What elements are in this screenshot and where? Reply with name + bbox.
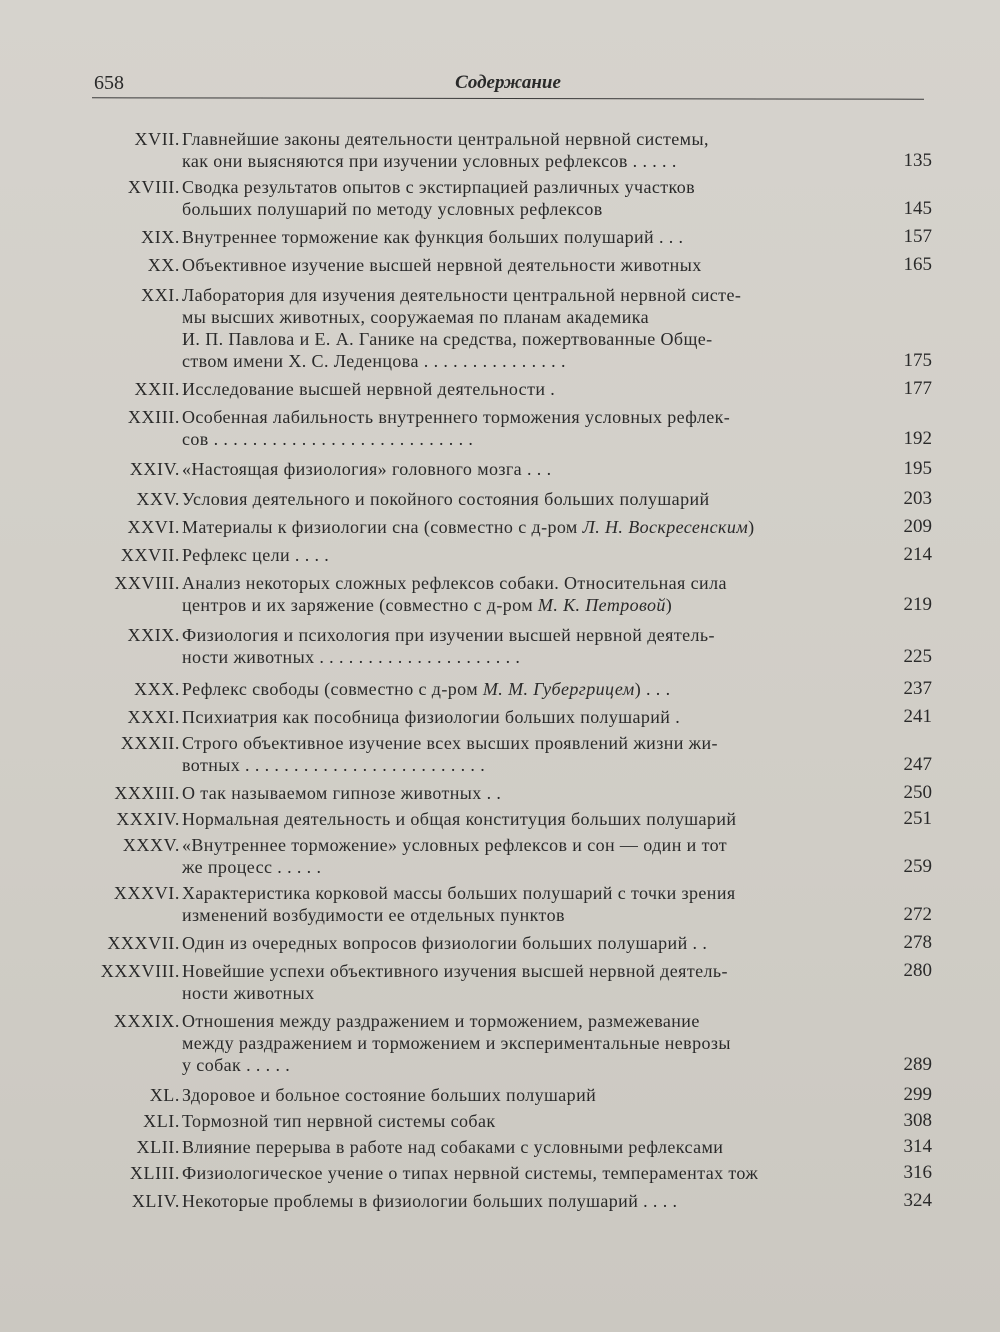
page-reference: 278 xyxy=(903,932,932,953)
toc-entry xyxy=(0,1110,1000,1132)
chapter-numeral: XVIII. xyxy=(127,177,180,197)
toc-entry xyxy=(0,932,1000,954)
toc-entry xyxy=(0,254,1000,276)
table-of-contents xyxy=(0,128,1000,1212)
chapter-numeral: XVII. xyxy=(134,129,180,149)
chapter-numeral: XXIV. xyxy=(129,459,180,479)
chapter-title xyxy=(182,406,860,450)
page-reference: 250 xyxy=(903,782,932,803)
toc-entry xyxy=(0,834,1000,878)
chapter-numeral: XIX. xyxy=(141,227,180,247)
chapter-title xyxy=(182,378,860,400)
page-reference: 209 xyxy=(903,516,932,537)
toc-entry xyxy=(0,960,1000,1004)
chapter-numeral: XXI. xyxy=(141,285,180,305)
chapter-numeral: XXXIV. xyxy=(116,809,180,829)
title-text: ) xyxy=(748,517,755,537)
running-header xyxy=(92,72,924,98)
page-reference: 314 xyxy=(903,1136,932,1157)
chapter-title-line: Сводка результатов опытов с экстирпацией различных участков xyxy=(182,177,696,197)
chapter-title-line: как они выясняются при изучении условных рефлексов . . . . . xyxy=(182,151,677,171)
chapter-title-line: вотных . . . . . . . . . . . . . . . . . . . . . . . . . xyxy=(182,755,486,775)
page-reference: 175 xyxy=(903,350,932,371)
chapter-title xyxy=(182,808,860,830)
toc-entry xyxy=(0,572,1000,616)
chapter-numeral: XXXVI. xyxy=(113,883,180,903)
toc-entry xyxy=(0,378,1000,400)
chapter-numeral: XLIV. xyxy=(131,1191,180,1211)
toc-entry xyxy=(0,226,1000,248)
toc-entry xyxy=(0,706,1000,728)
chapter-title-line: мы высших животных, сооружаемая по планам академика xyxy=(182,307,650,327)
chapter-title-line: Рефлекс цели . . . . xyxy=(182,545,330,565)
page-reference: 280 xyxy=(903,960,932,981)
toc-entry xyxy=(0,406,1000,450)
chapter-title-line: Один из очередных вопросов физиологии больших полушарий . . xyxy=(182,933,708,953)
page-reference: 219 xyxy=(903,594,932,615)
chapter-title xyxy=(182,176,860,220)
toc-entry xyxy=(0,1136,1000,1158)
chapter-title-line: больших полушарий по методу условных рефлексов xyxy=(182,199,603,219)
page-reference: 241 xyxy=(903,706,932,727)
toc-entry xyxy=(0,882,1000,926)
chapter-title xyxy=(182,128,860,172)
chapter-title-line: Тормозной тип нервной системы собак xyxy=(182,1111,496,1131)
page-reference: 316 xyxy=(903,1162,932,1183)
toc-entry xyxy=(0,732,1000,776)
chapter-title-line: Отношения между раздражением и торможением, размежевание xyxy=(182,1011,700,1031)
chapter-numeral: XXXVII. xyxy=(107,933,180,953)
toc-entry xyxy=(0,782,1000,804)
chapter-numeral: XL. xyxy=(149,1085,180,1105)
chapter-numeral: XXXIX. xyxy=(113,1011,180,1031)
chapter-numeral: XLII. xyxy=(136,1137,180,1157)
page-reference: 214 xyxy=(903,544,932,565)
chapter-title-line xyxy=(182,594,860,616)
chapter-title-line: Объективное изучение высшей нервной деятельности животных xyxy=(182,255,702,275)
header-rule xyxy=(92,97,924,99)
chapter-title xyxy=(182,226,860,248)
chapter-title-line: Нормальная деятельность и общая конституция больших полушарий xyxy=(182,809,737,829)
chapter-title-line: Главнейшие законы деятельности центральной нервной системы, xyxy=(182,129,709,149)
chapter-title-line: Новейшие успехи объективного изучения высшей нервной деятель- xyxy=(182,961,728,981)
toc-entry xyxy=(0,624,1000,668)
title-text: Рефлекс свободы (совместно с д-ром xyxy=(182,679,483,699)
chapter-title-line xyxy=(182,678,860,700)
chapter-title-line: изменений возбудимости ее отдельных пунктов xyxy=(182,905,565,925)
chapter-title xyxy=(182,488,860,510)
toc-entry xyxy=(0,458,1000,480)
toc-entry xyxy=(0,488,1000,510)
chapter-title xyxy=(182,1084,860,1106)
chapter-title xyxy=(182,732,860,776)
chapter-title-line: Психиатрия как пособница физиологии больших полушарий . xyxy=(182,707,681,727)
chapter-title-line: Лаборатория для изучения деятельности центральной нервной систе- xyxy=(182,285,742,305)
chapter-numeral: XLI. xyxy=(143,1111,180,1131)
page-reference: 259 xyxy=(903,856,932,877)
chapter-numeral: XLIII. xyxy=(129,1163,180,1183)
chapter-title xyxy=(182,1190,860,1212)
title-text: ) . . . xyxy=(634,679,671,699)
toc-entry xyxy=(0,284,1000,372)
chapter-title xyxy=(182,254,860,276)
chapter-title-line: Характеристика корковой массы больших полушарий с точки зрения xyxy=(182,883,736,903)
chapter-title-line: Особенная лабильность внутреннего торможения условных рефлек- xyxy=(182,407,731,427)
page-reference: 165 xyxy=(903,254,932,275)
page-reference: 145 xyxy=(903,198,932,219)
toc-entry xyxy=(0,1190,1000,1212)
toc-entry xyxy=(0,1162,1000,1184)
chapter-numeral: XXXI. xyxy=(127,707,180,727)
toc-entry xyxy=(0,808,1000,830)
chapter-title-line: «Внутреннее торможение» условных рефлексов и сон — один и тот xyxy=(182,835,728,855)
chapter-title xyxy=(182,572,860,616)
page-reference: 157 xyxy=(903,226,932,247)
chapter-title-line: О так называемом гипнозе животных . . xyxy=(182,783,502,803)
chapter-title xyxy=(182,1162,860,1184)
chapter-numeral: XXIX. xyxy=(127,625,180,645)
chapter-title-line: Внутреннее торможение как функция больших полушарий . . . xyxy=(182,227,684,247)
page-reference: 289 xyxy=(903,1054,932,1075)
chapter-title-line: же процесс . . . . . xyxy=(182,857,322,877)
title-text: ) xyxy=(665,595,673,615)
chapter-title-line: между раздражением и торможением и экспериментальные неврозы xyxy=(182,1033,731,1053)
toc-entry xyxy=(0,678,1000,700)
chapter-title-line: у собак . . . . . xyxy=(182,1055,291,1075)
chapter-title-line: Строго объективное изучение всех высших проявлений жизни жи- xyxy=(182,733,718,753)
chapter-numeral: XXVIII. xyxy=(114,573,180,593)
coauthor-name: М. К. Петровой xyxy=(537,595,666,615)
page-reference: 247 xyxy=(903,754,932,775)
page-number: 658 xyxy=(94,72,124,94)
chapter-title-line: Физиологическое учение о типах нервной системы, темпераментах тож xyxy=(182,1163,759,1183)
chapter-title-line: Некоторые проблемы в физиологии больших полушарий . . . . xyxy=(182,1191,678,1211)
toc-entry xyxy=(0,1010,1000,1076)
chapter-title-line: Здоровое и больное состояние больших полушарий xyxy=(182,1085,597,1105)
toc-entry xyxy=(0,516,1000,538)
page-reference: 237 xyxy=(903,678,932,699)
chapter-numeral: XXXIII. xyxy=(114,783,180,803)
title-text: Материалы к физиологии сна (совместно с д-ром xyxy=(182,517,583,537)
page-reference: 203 xyxy=(903,488,932,509)
chapter-numeral: XXII. xyxy=(134,379,180,399)
chapter-title xyxy=(182,1010,860,1076)
chapter-title-line: сов . . . . . . . . . . . . . . . . . . . . . . . . . . . xyxy=(182,429,474,449)
chapter-numeral: XXXVIII. xyxy=(100,961,180,981)
chapter-title-line: «Настоящая физиология» головного мозга . . . xyxy=(182,459,552,479)
chapter-numeral: XXXII. xyxy=(120,733,180,753)
chapter-title xyxy=(182,678,860,700)
chapter-title xyxy=(182,544,860,566)
page-reference: 324 xyxy=(903,1190,932,1211)
chapter-numeral: XXV. xyxy=(136,489,180,509)
chapter-numeral: XXVI. xyxy=(127,517,180,537)
page-reference: 225 xyxy=(903,646,932,667)
page-reference: 308 xyxy=(903,1110,932,1131)
chapter-title xyxy=(182,960,860,1004)
page-reference: 195 xyxy=(903,458,932,479)
chapter-numeral: XXXV. xyxy=(122,835,180,855)
coauthor-name: М. М. Губергрицем xyxy=(482,679,635,699)
chapter-title xyxy=(182,706,860,728)
page-reference: 177 xyxy=(903,378,932,399)
coauthor-name: Л. Н. Воскресенским xyxy=(582,517,749,537)
chapter-numeral: XXIII. xyxy=(127,407,180,427)
page-reference: 272 xyxy=(903,904,932,925)
chapter-title xyxy=(182,284,860,372)
page-reference: 299 xyxy=(903,1084,932,1105)
title-text: центров и их заряжение (совместно с д-ром xyxy=(182,595,538,615)
chapter-title xyxy=(182,458,860,480)
chapter-numeral: XXX. xyxy=(134,679,180,699)
chapter-title-line: Физиология и психология при изучении высшей нервной деятель- xyxy=(182,625,715,645)
chapter-numeral: XX. xyxy=(147,255,180,275)
page-reference: 135 xyxy=(903,150,932,171)
chapter-title-line: Анализ некоторых сложных рефлексов собаки. Относительная сила xyxy=(182,573,727,593)
chapter-title xyxy=(182,516,860,538)
chapter-title-line: И. П. Павлова и Е. А. Ганике на средства, пожертвованные Обще- xyxy=(182,329,713,349)
chapter-title xyxy=(182,932,860,954)
header-title: Содержание xyxy=(455,72,561,93)
chapter-title-line: Условия деятельного и покойного состояния больших полушарий xyxy=(182,489,710,509)
chapter-title-line: Влияние перерыва в работе над собаками с условными рефлексами xyxy=(182,1137,724,1157)
chapter-title xyxy=(182,782,860,804)
chapter-title-line: ности животных . . . . . . . . . . . . . . . . . . . . . xyxy=(182,647,521,667)
page-reference: 251 xyxy=(903,808,932,829)
chapter-numeral: XXVII. xyxy=(120,545,180,565)
page-reference: 192 xyxy=(903,428,932,449)
chapter-title-line xyxy=(182,516,860,538)
chapter-title xyxy=(182,834,860,878)
chapter-title xyxy=(182,1136,860,1158)
chapter-title-line: ности животных xyxy=(182,983,315,1003)
chapter-title xyxy=(182,624,860,668)
chapter-title-line: Исследование высшей нервной деятельности . xyxy=(182,379,556,399)
toc-entry xyxy=(0,128,1000,172)
toc-entry xyxy=(0,544,1000,566)
chapter-title xyxy=(182,882,860,926)
chapter-title xyxy=(182,1110,860,1132)
toc-entry xyxy=(0,176,1000,220)
toc-entry xyxy=(0,1084,1000,1106)
chapter-title-line: ством имени Х. С. Леденцова . . . . . . . . . . . . . . . xyxy=(182,351,566,371)
